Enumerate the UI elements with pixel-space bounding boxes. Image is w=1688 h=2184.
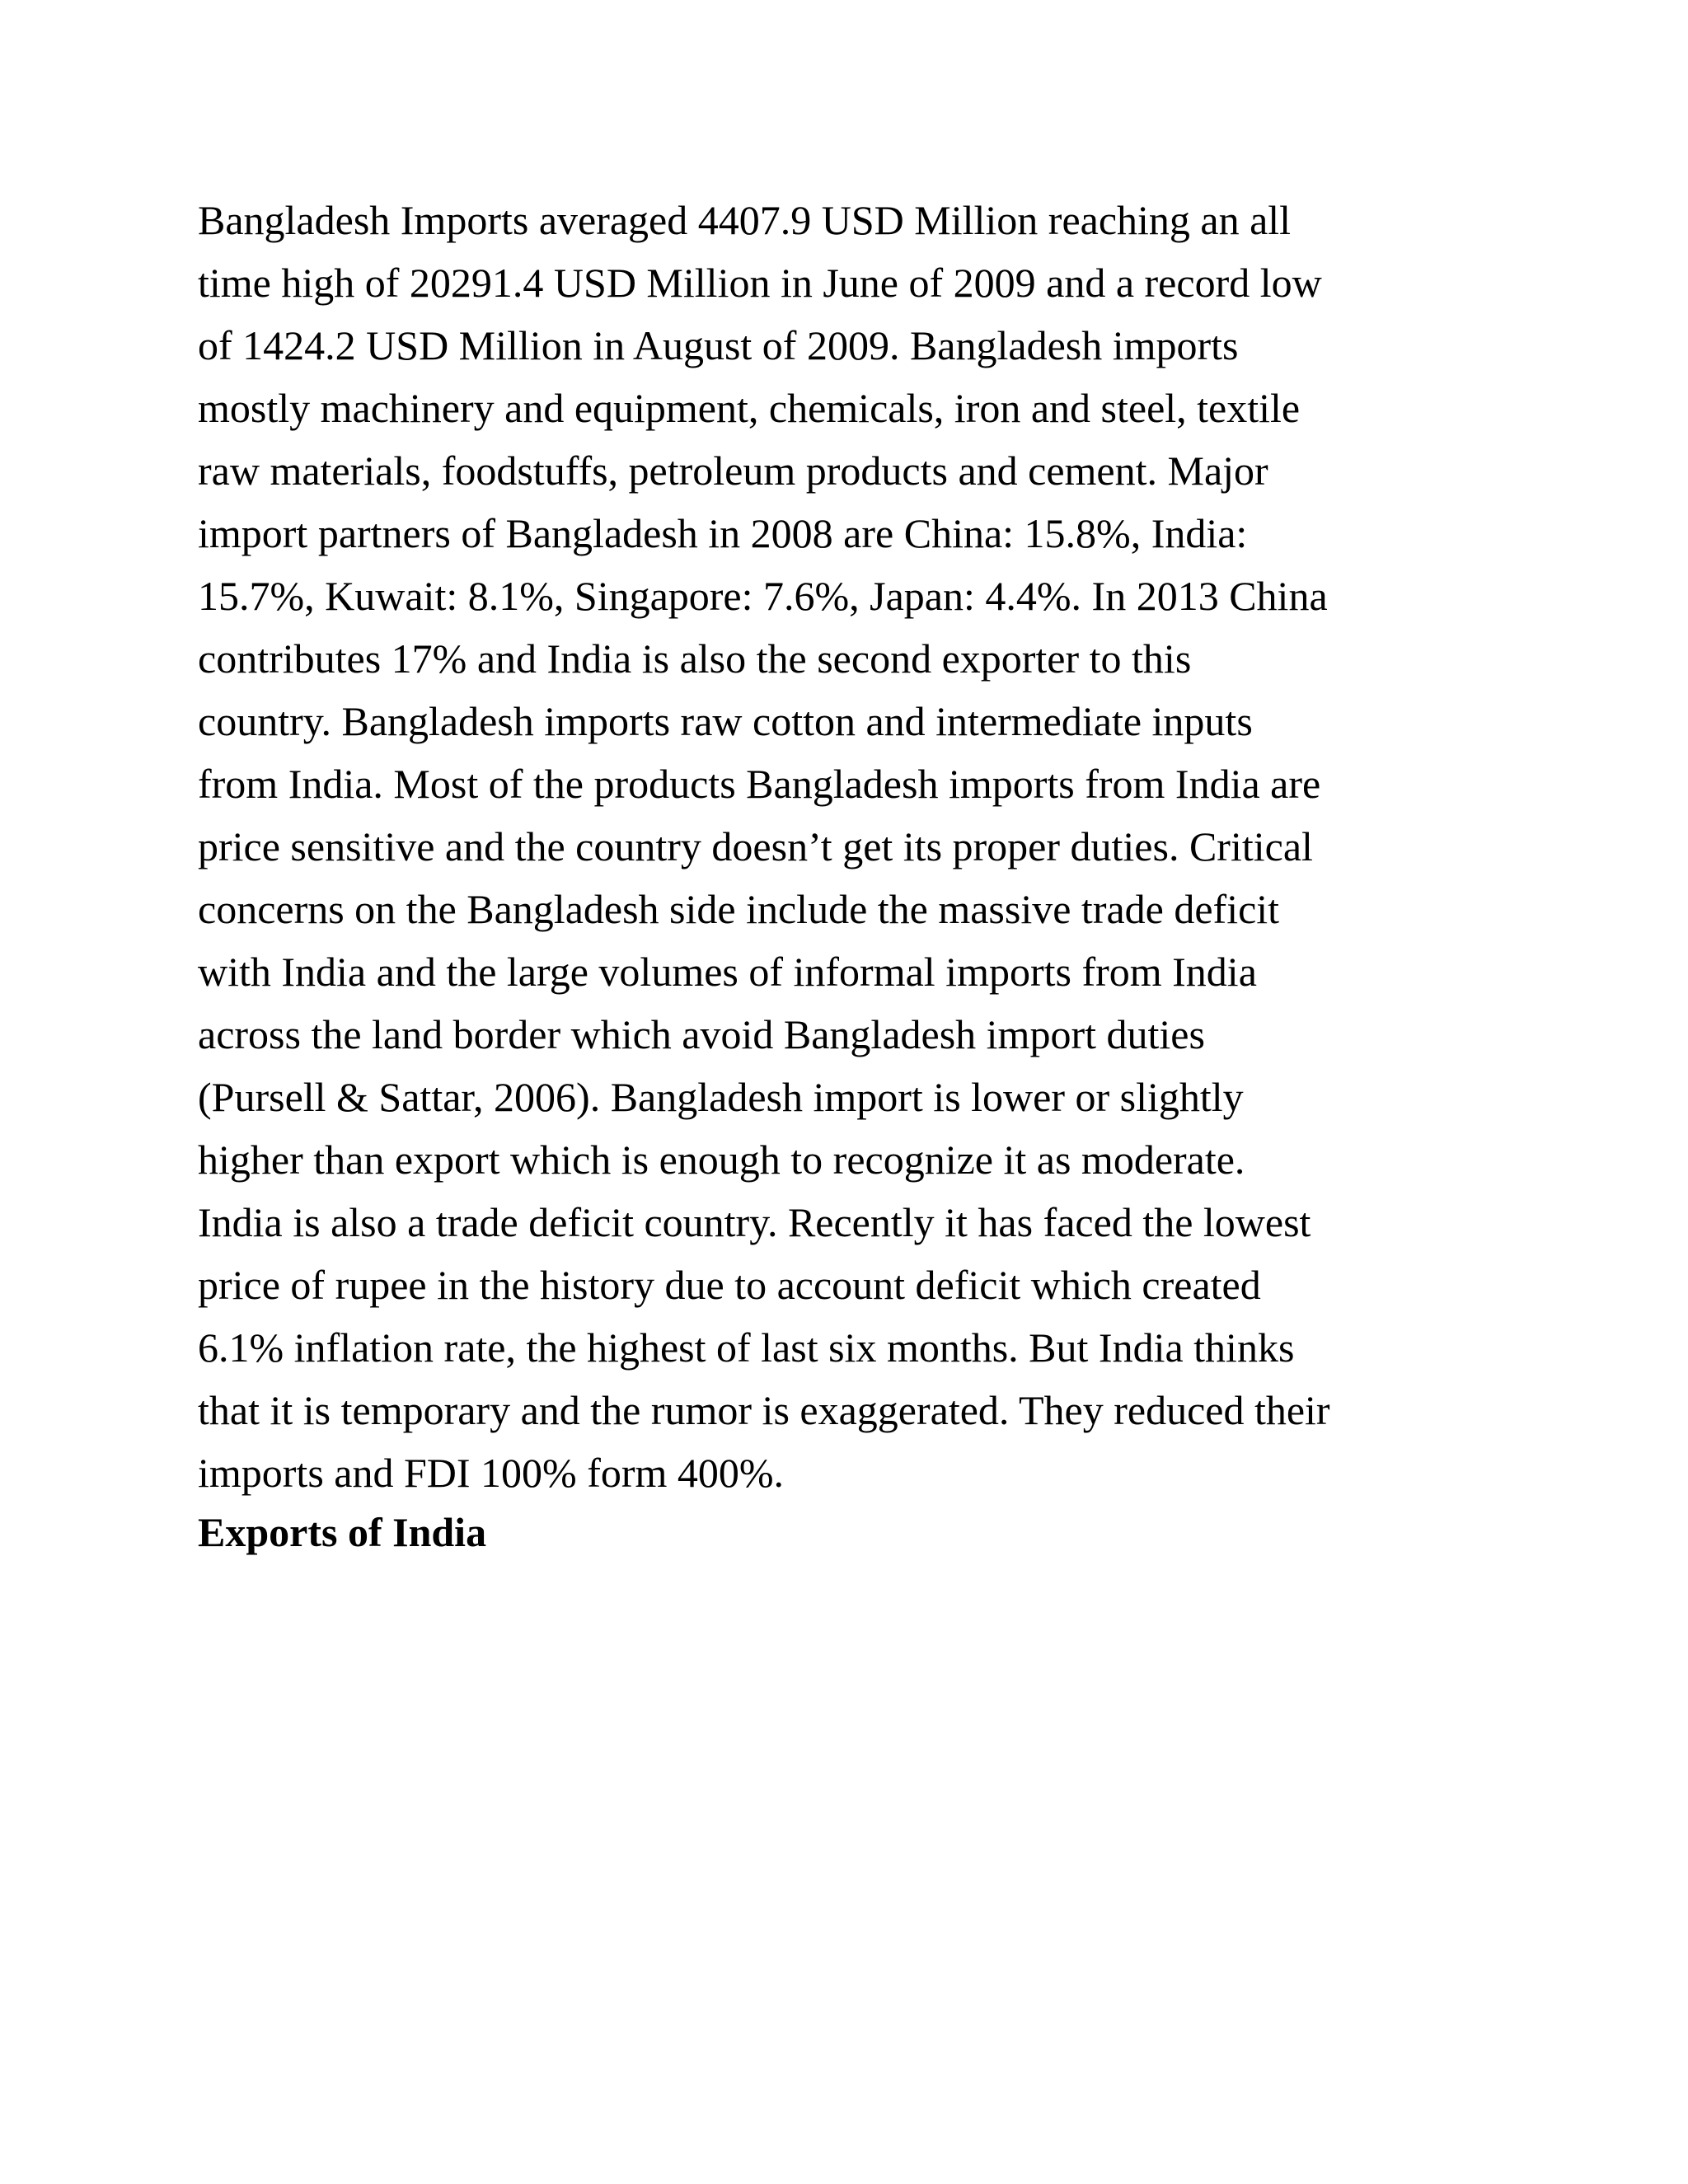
paragraph-line: raw materials, foodstuffs, petroleum products and cement. Major [198,448,1268,494]
paragraph-line: 6.1% inflation rate, the highest of last six months. But India thinks [198,1324,1295,1371]
paragraph-line: (Pursell & Sattar, 2006). Bangladesh import is lower or slightly [198,1074,1244,1120]
paragraph-line: concerns on the Bangladesh side include the massive trade deficit [198,886,1280,932]
paragraph-line: price sensitive and the country doesn’t get its proper duties. Critical [198,823,1313,869]
paragraph-line: of 1424.2 USD Million in August of 2009. Bangladesh imports [198,322,1239,368]
paragraph-line: Bangladesh Imports averaged 4407.9 USD Million reaching an all [198,197,1292,243]
paragraph-line: mostly machinery and equipment, chemicals, iron and steel, textile [198,385,1301,431]
body-paragraph [198,189,1517,1504]
paragraph-line: country. Bangladesh imports raw cotton and intermediate inputs [198,698,1253,744]
paragraph-line: higher than export which is enough to recognize it as moderate. [198,1137,1245,1183]
paragraph-line: 15.7%, Kuwait: 8.1%, Singapore: 7.6%, Japan: 4.4%. In 2013 China [198,573,1328,619]
paragraph-line: contributes 17% and India is also the second exporter to this [198,635,1192,682]
paragraph-line: time high of 20291.4 USD Million in June of 2009 and a record low [198,260,1322,306]
paragraph-line: with India and the large volumes of informal imports from India [198,949,1257,995]
paragraph-line: India is also a trade deficit country. Recently it has faced the lowest [198,1199,1311,1245]
paragraph-line: across the land border which avoid Bangladesh import duties [198,1011,1205,1057]
paragraph-line: imports and FDI 100% form 400%. [198,1450,785,1496]
paragraph-line: price of rupee in the history due to account deficit which created [198,1262,1261,1308]
paragraph-line: from India. Most of the products Bangladesh imports from India are [198,761,1321,807]
paragraph-line: that it is temporary and the rumor is exaggerated. They reduced their [198,1387,1330,1433]
paragraph-line: import partners of Bangladesh in 2008 are China: 15.8%, India: [198,510,1248,556]
section-heading: Exports of India [198,1509,487,1555]
